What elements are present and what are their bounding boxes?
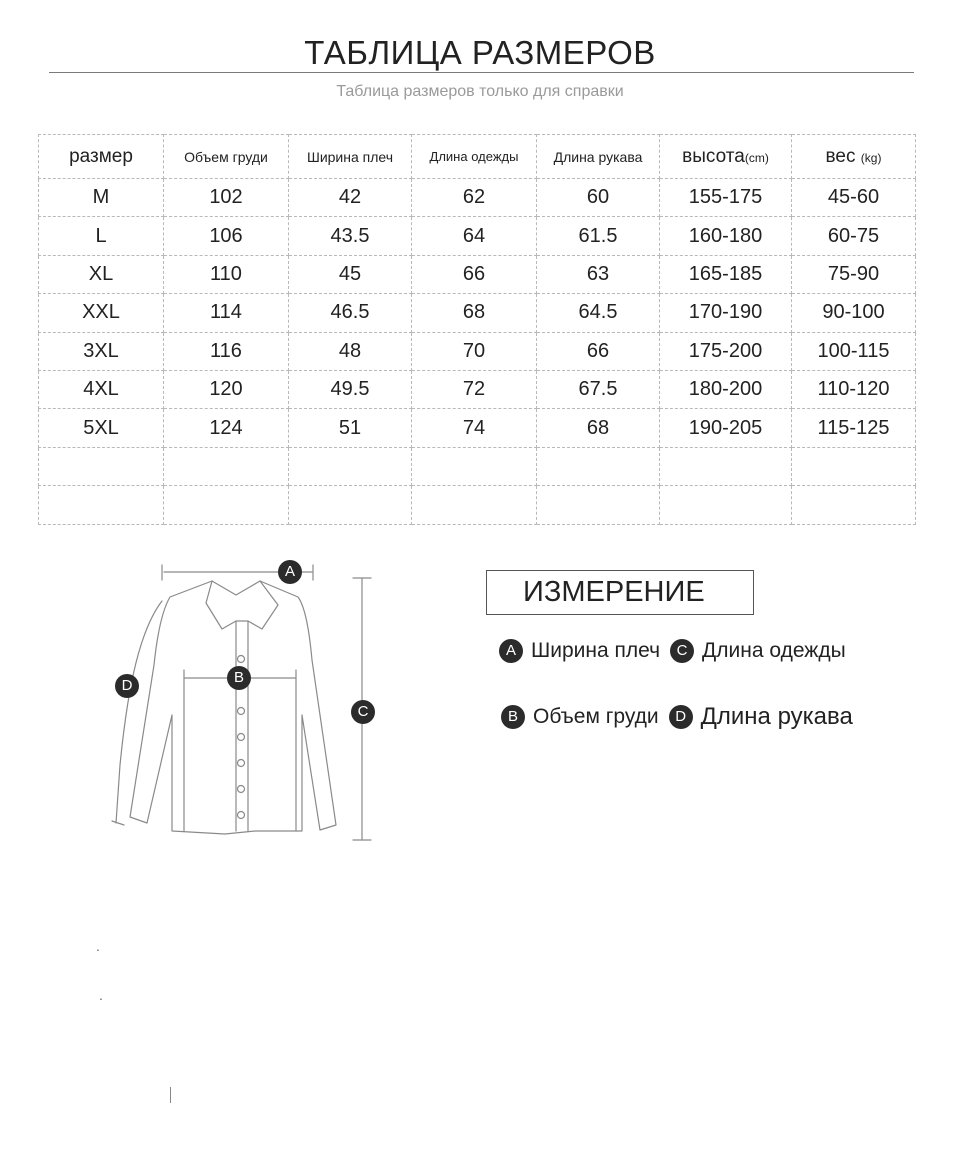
table-cell: 3XL — [39, 332, 164, 370]
table-row — [39, 332, 916, 370]
table-cell: 74 — [412, 409, 537, 447]
table-row — [39, 447, 916, 485]
table-cell — [164, 486, 289, 524]
table-cell — [412, 447, 537, 485]
table-cell — [537, 486, 660, 524]
column-header-weight: вес (kg) — [792, 135, 916, 179]
legend-b-badge: B — [501, 705, 525, 729]
table-cell: 124 — [164, 409, 289, 447]
column-header-size: размер — [39, 135, 164, 179]
height-unit: (cm) — [744, 150, 769, 165]
table-cell: 165-185 — [660, 255, 792, 293]
table-row — [39, 486, 916, 524]
column-header-shoulder: Ширина плеч — [289, 135, 412, 179]
table-cell: 45 — [289, 255, 412, 293]
table-cell: 5XL — [39, 409, 164, 447]
marker-a-badge: A — [278, 560, 302, 584]
weight-unit: (kg) — [860, 150, 882, 165]
table-cell: 155-175 — [660, 179, 792, 217]
table-cell: 90-100 — [792, 294, 916, 332]
table-cell: 116 — [164, 332, 289, 370]
legend-a-badge: A — [499, 639, 523, 663]
table-cell — [660, 486, 792, 524]
legend-c-badge: C — [670, 639, 694, 663]
table-cell: 45-60 — [792, 179, 916, 217]
table-cell — [537, 447, 660, 485]
table-cell: 4XL — [39, 370, 164, 408]
table-cell: 64 — [412, 217, 537, 255]
table-cell: 66 — [412, 255, 537, 293]
table-row — [39, 217, 916, 255]
table-header-row — [39, 135, 916, 179]
table-cell: 51 — [289, 409, 412, 447]
table-cell: 70 — [412, 332, 537, 370]
legend-b-label: Объем груди — [533, 705, 659, 728]
table-cell — [792, 447, 916, 485]
table-cell: 110 — [164, 255, 289, 293]
table-cell: 110-120 — [792, 370, 916, 408]
table-cell: 72 — [412, 370, 537, 408]
shirt-diagram — [100, 555, 390, 855]
column-header-sleeve: Длина рукава — [537, 135, 660, 179]
table-cell: 114 — [164, 294, 289, 332]
page-subtitle: Таблица размеров только для справки — [336, 83, 624, 100]
legend-c-label: Длина одежды — [702, 639, 846, 662]
table-cell — [660, 447, 792, 485]
table-cell: 120 — [164, 370, 289, 408]
table-cell: 46.5 — [289, 294, 412, 332]
table-cell: 68 — [537, 409, 660, 447]
title-divider — [49, 72, 914, 73]
table-cell: 61.5 — [537, 217, 660, 255]
table-cell — [289, 447, 412, 485]
table-cell: 63 — [537, 255, 660, 293]
table-cell: 75-90 — [792, 255, 916, 293]
table-cell: 160-180 — [660, 217, 792, 255]
table-cell: 175-200 — [660, 332, 792, 370]
table-cell — [39, 486, 164, 524]
table-cell: 115-125 — [792, 409, 916, 447]
table-row — [39, 179, 916, 217]
stray-dot: . — [96, 938, 100, 954]
table-row — [39, 255, 916, 293]
legend-row-2 — [501, 703, 853, 731]
table-cell: 66 — [537, 332, 660, 370]
legend-d-badge: D — [669, 705, 693, 729]
table-cell: 102 — [164, 179, 289, 217]
table-cell: 62 — [412, 179, 537, 217]
column-header-height: высота(cm) — [660, 135, 792, 179]
table-cell: XXL — [39, 294, 164, 332]
table-cell: 43.5 — [289, 217, 412, 255]
table-cell: 60-75 — [792, 217, 916, 255]
table-cell: 68 — [412, 294, 537, 332]
shirt-outline-icon — [100, 555, 390, 855]
table-cell: XL — [39, 255, 164, 293]
table-cell — [792, 486, 916, 524]
table-cell: 100-115 — [792, 332, 916, 370]
table-cell — [39, 447, 164, 485]
table-cell: 67.5 — [537, 370, 660, 408]
table-cell — [289, 486, 412, 524]
marker-b-badge: B — [227, 666, 251, 690]
page-title: ТАБЛИЦА РАЗМЕРОВ — [304, 34, 656, 71]
stray-dot: . — [99, 987, 103, 1003]
legend-row-1 — [499, 639, 846, 663]
table-cell: 49.5 — [289, 370, 412, 408]
table-row — [39, 294, 916, 332]
table-cell — [164, 447, 289, 485]
column-header-chest: Объем груди — [164, 135, 289, 179]
table-cell: 170-190 — [660, 294, 792, 332]
table-cell: 64.5 — [537, 294, 660, 332]
marker-d-badge: D — [115, 674, 139, 698]
table-cell: M — [39, 179, 164, 217]
marker-c-badge: C — [351, 700, 375, 724]
table-cell: 106 — [164, 217, 289, 255]
column-header-length: Длина одежды — [412, 135, 537, 179]
table-cell: 48 — [289, 332, 412, 370]
size-table — [38, 134, 916, 525]
table-row — [39, 370, 916, 408]
table-cell — [412, 486, 537, 524]
table-cell: 42 — [289, 179, 412, 217]
table-cell: 180-200 — [660, 370, 792, 408]
legend-d-label: Длина рукава — [700, 703, 853, 730]
table-row — [39, 409, 916, 447]
measurement-title: ИЗМЕРЕНИЕ — [486, 570, 754, 615]
table-cell: 190-205 — [660, 409, 792, 447]
table-cell: 60 — [537, 179, 660, 217]
legend-a-label: Ширина плеч — [531, 639, 661, 662]
stray-tick-mark — [170, 1087, 171, 1103]
table-cell: L — [39, 217, 164, 255]
